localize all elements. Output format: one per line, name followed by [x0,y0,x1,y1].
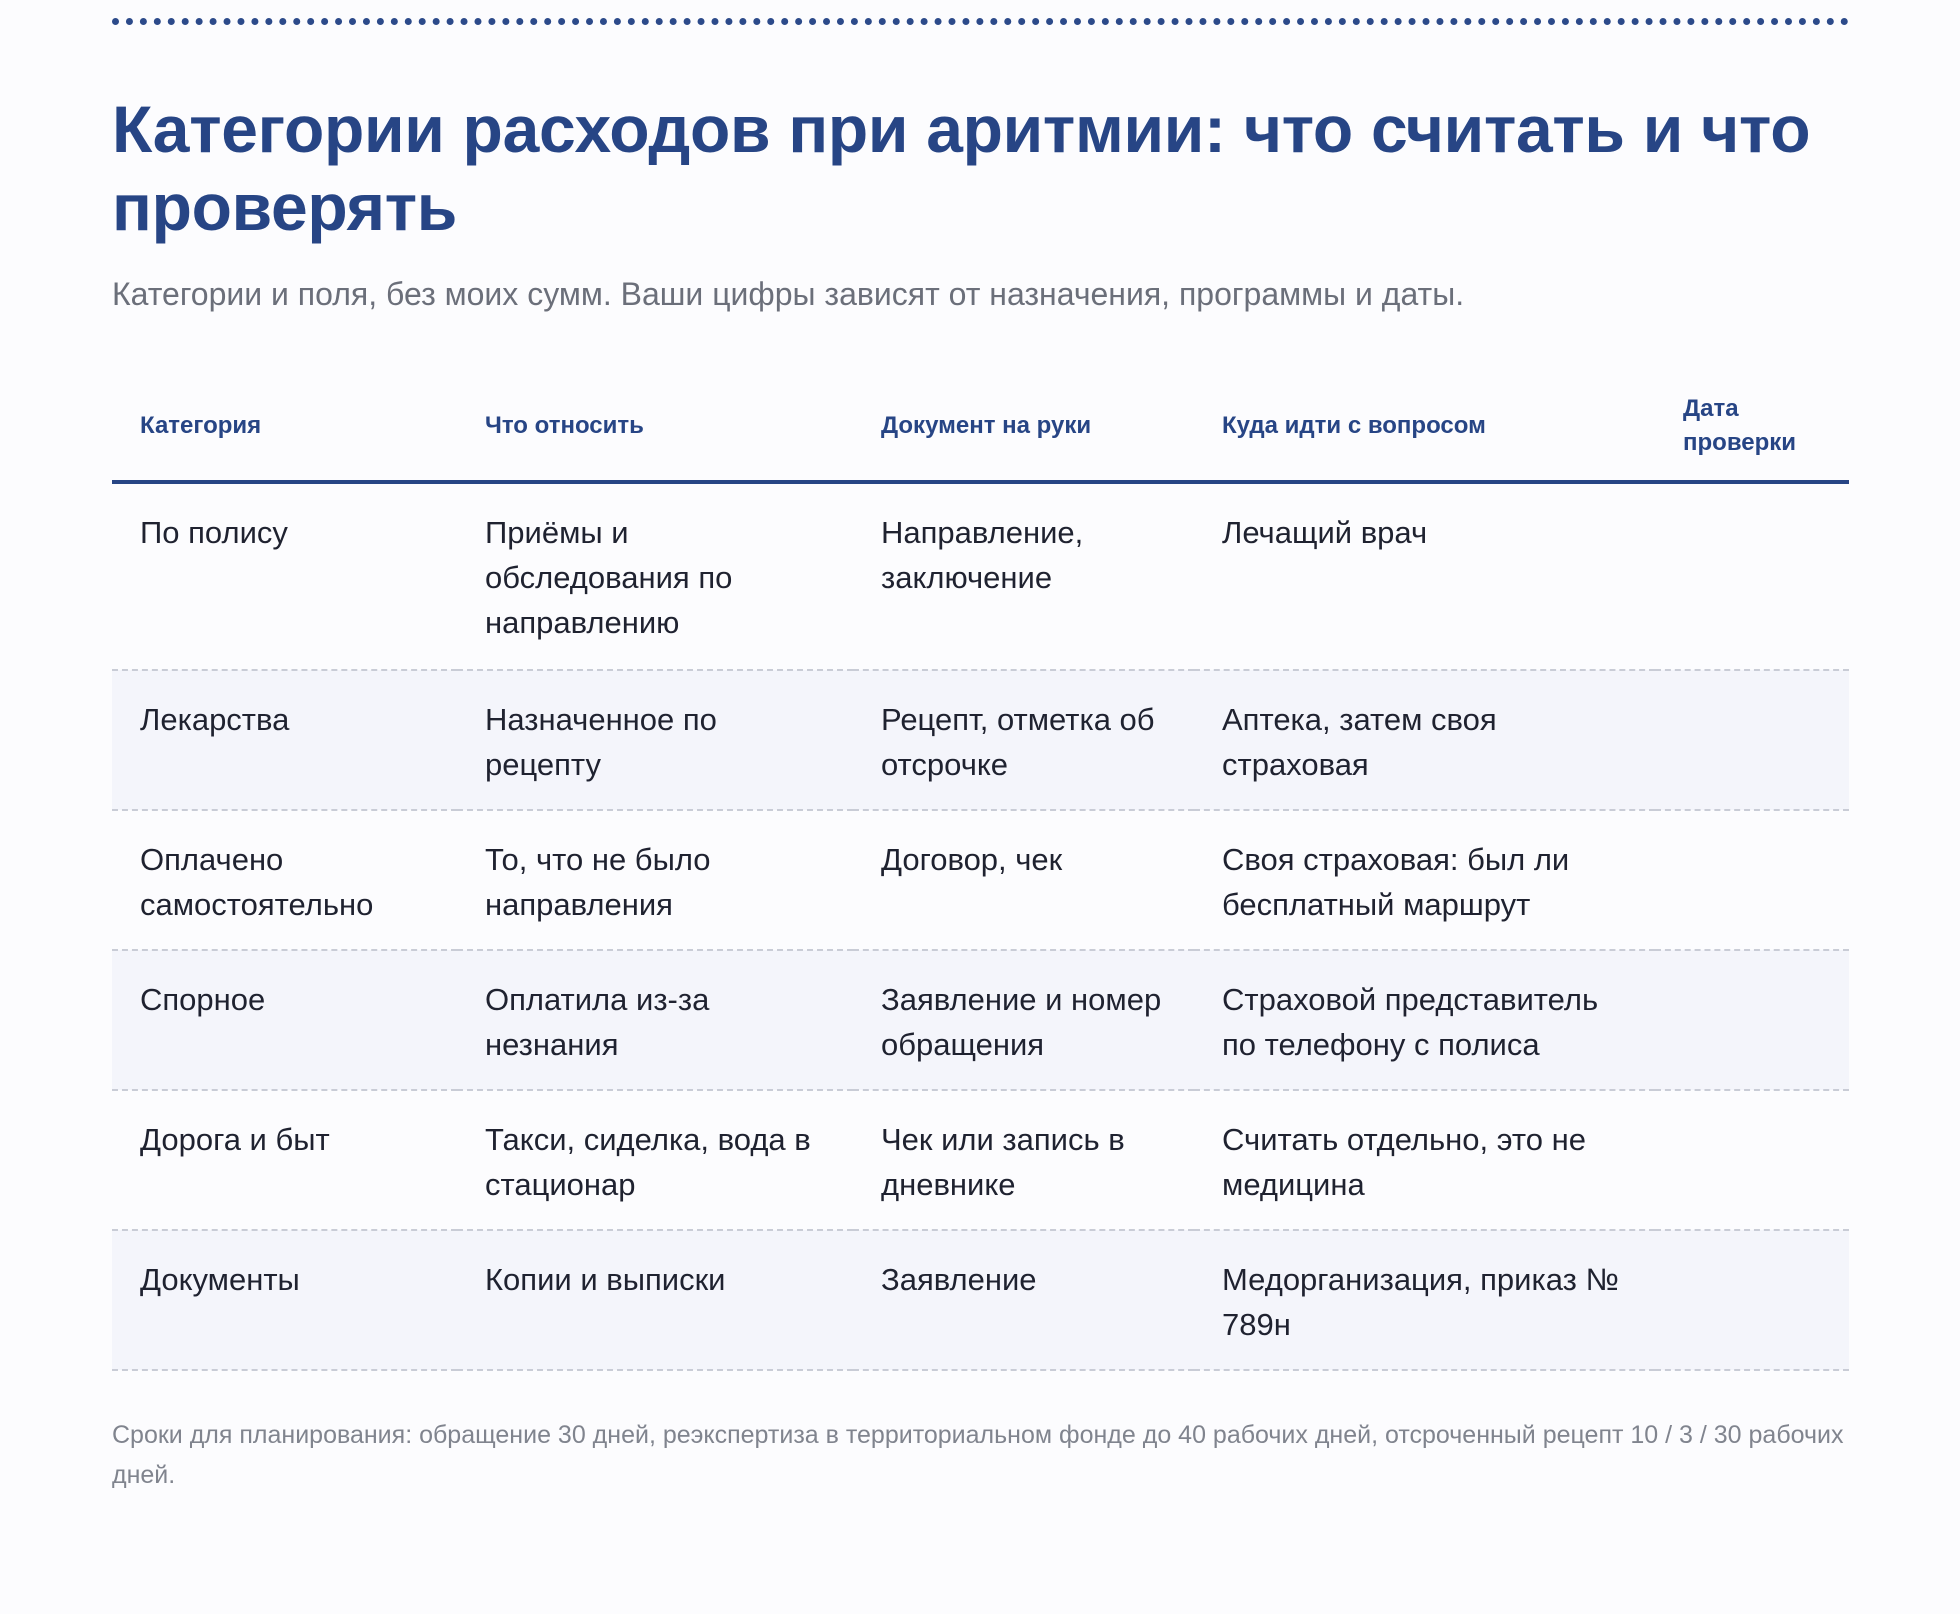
expense-categories-table [112,372,1849,1371]
cell-what-to-include: Копии и выписки [457,1230,853,1370]
cell-what-to-include: Такси, сиделка, вода в стационар [457,1090,853,1230]
column-header-document: Документ на руки [853,372,1194,482]
cell-where-to-ask: Страховой представитель по телефону с полиса [1194,950,1655,1090]
table-row [112,1090,1849,1230]
cell-check-date [1655,1090,1849,1230]
table-header [112,372,1849,482]
cell-category: Дорога и быт [112,1090,457,1230]
cell-document: Рецепт, отметка об отсрочке [853,670,1194,810]
top-dotted-divider [112,18,1849,25]
cell-check-date [1655,950,1849,1090]
cell-category: Оплачено самостоятельно [112,810,457,950]
cell-document: Заявление [853,1230,1194,1370]
column-header-check-date: Дата проверки [1655,372,1849,482]
table-body [112,482,1849,1370]
footnote-deadlines: Сроки для планирования: обращение 30 дней, реэкспертиза в территориальном фонде до 40 рабочих дней, отсроченный рецепт 10 / 3 / 30 рабочих дней. [112,1421,1844,1489]
cell-what-to-include: Приёмы и обследования по направлению [457,482,853,670]
cell-check-date [1655,482,1849,670]
cell-check-date [1655,1230,1849,1370]
cell-where-to-ask: Аптека, затем своя страховая [1194,670,1655,810]
cell-check-date [1655,670,1849,810]
cell-document: Чек или запись в дневнике [853,1090,1194,1230]
table-header-row [112,372,1849,482]
column-header-where-to-ask: Куда идти с вопросом [1194,372,1655,482]
column-header-category: Категория [112,372,457,482]
page-title: Категории расходов при аритмии: что считать и что проверять [112,92,1811,244]
cell-where-to-ask: Считать отдельно, это не медицина [1194,1090,1655,1230]
table-row [112,950,1849,1090]
cell-category: Лекарства [112,670,457,810]
cell-category: По полису [112,482,457,670]
page-subtitle: Категории и поля, без моих сумм. Ваши цифры зависят от назначения, программы и даты. [112,276,1465,312]
cell-where-to-ask: Лечащий врач [1194,482,1655,670]
cell-what-to-include: То, что не было направления [457,810,853,950]
cell-what-to-include: Оплатила из-за незнания [457,950,853,1090]
table-row [112,1230,1849,1370]
table-row [112,482,1849,670]
cell-category: Документы [112,1230,457,1370]
cell-what-to-include: Назначенное по рецепту [457,670,853,810]
cell-document: Заявление и номер обращения [853,950,1194,1090]
cell-document: Договор, чек [853,810,1194,950]
cell-where-to-ask: Своя страховая: был ли бесплатный маршрут [1194,810,1655,950]
column-header-what-to-include: Что относить [457,372,853,482]
cell-document: Направление, заключение [853,482,1194,670]
cell-where-to-ask: Медорганизация, приказ № 789н [1194,1230,1655,1370]
cell-category: Спорное [112,950,457,1090]
table-row [112,670,1849,810]
table-row [112,810,1849,950]
cell-check-date [1655,810,1849,950]
